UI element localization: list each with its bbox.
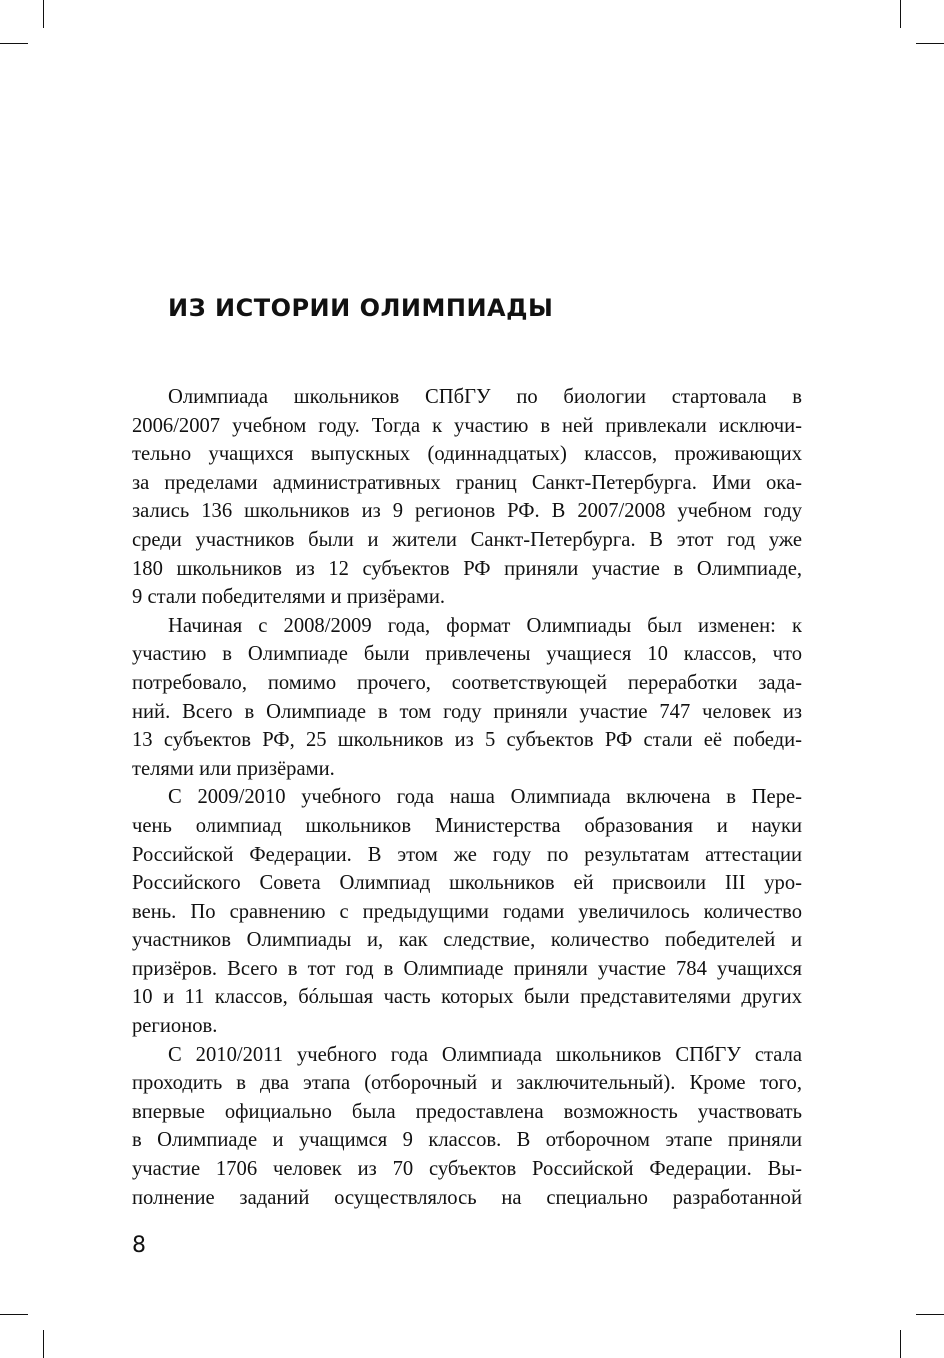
- text-line: Российского Совета Олимпиад школьников ей присвоили III уро-: [132, 872, 802, 895]
- text-line: проходить в два этапа (отборочный и заключительный). Кроме того,: [132, 1072, 802, 1095]
- text-line: вень. По сравнению с предыдущими годами увеличилось количество: [132, 900, 802, 923]
- text-line: С 2009/2010 учебного года наша Олимпиада включена в Пере-: [168, 786, 802, 809]
- text-line: участию в Олимпиаде были привлечены учащиеся 10 классов, что: [132, 643, 802, 666]
- paragraph: [132, 783, 802, 1040]
- text-line: за пределами административных границ Санкт-Петербурга. Ими ока-: [132, 471, 802, 494]
- chapter-heading: ИЗ ИСТОРИИ ОЛИМПИАДЫ: [168, 294, 554, 322]
- crop-mark-bottom-left-vertical: [43, 1330, 44, 1358]
- text-line: 13 субъектов РФ, 25 школьников из 5 субъектов РФ стали её победи-: [132, 729, 802, 752]
- text-line: 180 школьников из 12 субъектов РФ приняли участие в Олимпиаде,: [132, 557, 802, 580]
- crop-mark-top-left-vertical: [43, 0, 44, 28]
- paragraph: [132, 383, 802, 612]
- paragraph: [132, 1041, 802, 1213]
- crop-mark-top-right-horizontal: [916, 43, 944, 44]
- text-line: среди участников были и жители Санкт-Петербурга. В этот год уже: [132, 528, 802, 551]
- text-line: телями или призёрами.: [132, 757, 335, 780]
- text-line: 2006/2007 учебном году. Тогда к участию в ней привлекали исключи-: [132, 414, 802, 437]
- crop-mark-bottom-right-vertical: [900, 1330, 901, 1358]
- text-line: впервые официально была предоставлена возможность участвовать: [132, 1100, 802, 1123]
- body-text: [132, 383, 802, 1212]
- text-line: 9 стали победителями и призёрами.: [132, 586, 446, 609]
- text-line: Начиная с 2008/2009 года, формат Олимпиады был изменен: к: [168, 614, 802, 637]
- text-line: зались 136 школьников из 9 регионов РФ. В 2007/2008 учебном году: [132, 500, 802, 523]
- paragraph: [132, 612, 802, 784]
- text-line: ний. Всего в Олимпиаде в том году приняли участие 747 человек из: [132, 700, 802, 723]
- text-line: призёров. Всего в тот год в Олимпиаде приняли участие 784 учащихся: [132, 957, 802, 980]
- text-line: потребовало, помимо прочего, соответствующей переработки зада-: [132, 671, 802, 694]
- text-line: тельно учащихся выпускных (одиннадцатых) классов, проживающих: [132, 443, 802, 466]
- text-line: в Олимпиаде и учащимся 9 классов. В отборочном этапе приняли: [132, 1129, 802, 1152]
- crop-mark-top-left-horizontal: [0, 43, 28, 44]
- crop-mark-bottom-right-horizontal: [916, 1314, 944, 1315]
- text-line: 10 и 11 классов, бóльшая часть которых были представителями других: [132, 986, 802, 1009]
- text-line: участие 1706 человек из 70 субъектов Российской Федерации. Вы-: [132, 1158, 802, 1181]
- text-line: участников Олимпиады и, как следствие, количество победителей и: [132, 929, 802, 952]
- text-line: С 2010/2011 учебного года Олимпиада школьников СПбГУ стала: [168, 1043, 802, 1066]
- text-line: Олимпиада школьников СПбГУ по биологии стартовала в: [168, 386, 802, 408]
- crop-mark-top-right-vertical: [900, 0, 901, 28]
- text-line: полнение заданий осуществлялось на специально разработанной: [132, 1186, 802, 1209]
- page-number: 8: [132, 1233, 146, 1258]
- text-line: чень олимпиад школьников Министерства образования и науки: [132, 814, 802, 837]
- text-line: регионов.: [132, 1015, 218, 1038]
- crop-mark-bottom-left-horizontal: [0, 1314, 28, 1315]
- text-line: Российской Федерации. В этом же году по результатам аттестации: [132, 843, 802, 866]
